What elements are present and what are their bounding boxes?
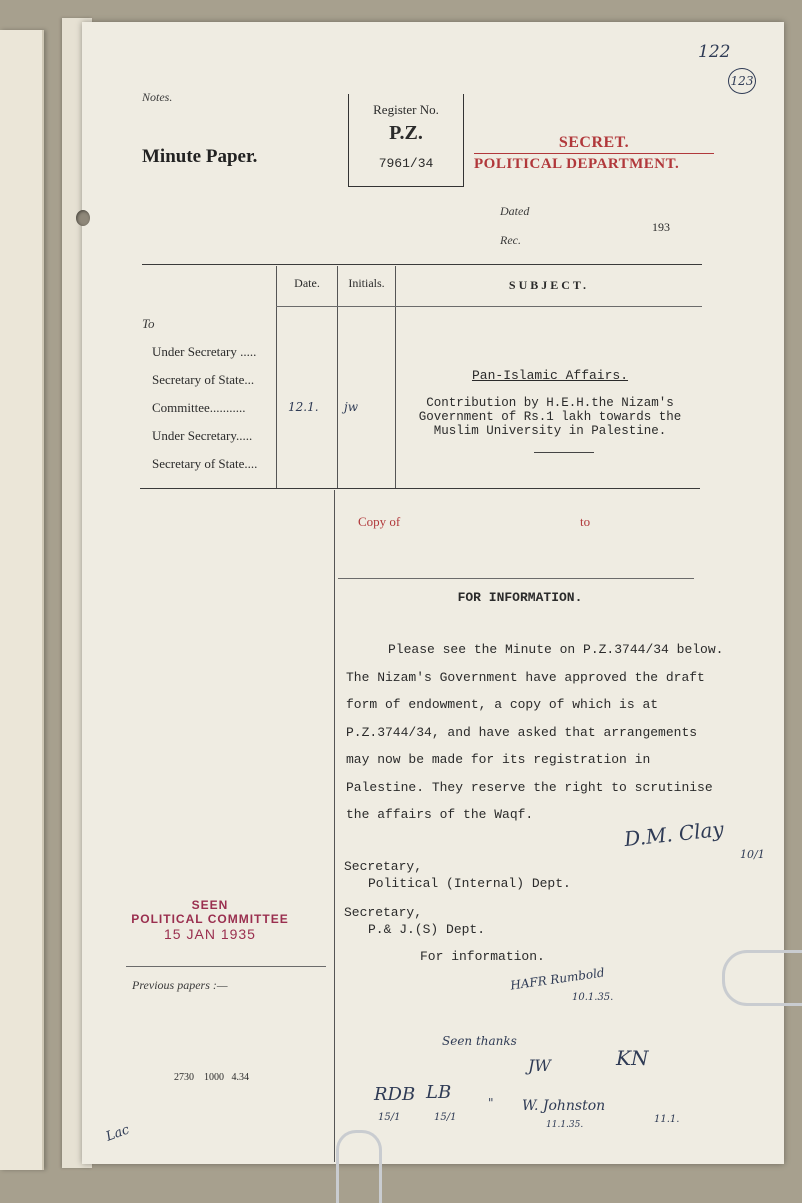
minute-heading: FOR INFORMATION. [457, 590, 583, 605]
handwritten-date: " [488, 1096, 494, 1110]
handwritten-initials: LB [426, 1082, 452, 1103]
handwritten-date: 15/1 [378, 1112, 401, 1123]
routing-row-committee: Committee........... [152, 400, 246, 415]
header-row-rule [276, 306, 702, 307]
punch-hole [76, 210, 90, 226]
addressee-line: Secretary, [344, 905, 423, 920]
subject-line: Government of Rs.1 lakh towards the [418, 410, 682, 424]
routing-row-secretary-of-state-1: Secretary of State... [152, 372, 255, 387]
folio-number: 122 [698, 42, 731, 62]
print-code: 2730 1000 4.34 [174, 1072, 249, 1083]
col-subject: SUBJECT. [508, 278, 590, 292]
folio-circled-number: 123 [728, 68, 756, 94]
handwritten-initials: RDB [374, 1084, 416, 1105]
to-label: To [142, 316, 155, 331]
corner-mark: Lac [104, 1122, 132, 1145]
initials-rumbold: HAFR Rumbold [509, 965, 606, 993]
addressee-line: P.& J.(S) Dept. [368, 922, 486, 937]
rec-label: Rec. [500, 233, 521, 247]
classification: SECRET. [558, 134, 630, 151]
dated-label: Dated [500, 204, 530, 218]
signature-clay-date: 10/1 [740, 848, 765, 861]
register-box [348, 94, 464, 187]
minute-line: form of endowment, a copy of which is at [346, 697, 659, 712]
minute-column-rule [334, 490, 335, 1162]
subject-text [400, 396, 700, 438]
initials-column-rule [337, 266, 338, 488]
subject-column-rule [395, 266, 396, 488]
col-date: Date. [294, 276, 320, 290]
minute-paper [82, 22, 784, 1164]
underlying-page-left [0, 30, 44, 1170]
minute-line: P.Z.3744/34, and have asked that arrangements [346, 724, 698, 740]
notes-label: Notes. [142, 90, 173, 104]
register-prefix: P.Z. [389, 122, 423, 144]
addressee-line: Secretary, [344, 859, 423, 874]
note-seen-thanks: Seen thanks [442, 1034, 517, 1048]
subject-end-rule [534, 452, 594, 453]
minute-body [346, 636, 766, 829]
minute-line: Palestine. They reserve the right to scrutinise [346, 779, 713, 795]
signature-clay: D.M. Clay [623, 816, 725, 852]
addressee-1 [344, 858, 571, 892]
copy-to-label: to [580, 514, 591, 529]
register-number: 7961/34 [378, 156, 434, 171]
addressee-line: Political (Internal) Dept. [368, 876, 571, 891]
handwritten-date: 11.1.35. [546, 1120, 584, 1130]
subject-line: Muslim University in Palestine. [433, 424, 667, 438]
minute-line: The Nizam's Government have approved the draft [346, 669, 705, 685]
subject-line: Contribution by H.E.H.the Nizam's [426, 396, 674, 410]
treasury-tag-bottom [336, 1130, 382, 1203]
handwritten-initials: KN [616, 1046, 649, 1070]
stamp-line: 15 JAN 1935 [164, 926, 256, 942]
committee-initials: jw [344, 400, 358, 414]
handwritten-date: 11.1. [654, 1114, 680, 1125]
col-initials: Initials. [348, 276, 385, 290]
form-title: Minute Paper. [142, 146, 258, 167]
department: POLITICAL DEPARTMENT. [474, 156, 680, 172]
initials-rumbold-date: 10.1.35. [572, 992, 614, 1003]
routing-row-under-secretary-1: Under Secretary ..... [152, 344, 257, 359]
subject-heading: Pan-Islamic Affairs. [471, 368, 629, 383]
copy-rule [338, 578, 694, 579]
stamp-line: SEEN [191, 898, 229, 912]
copy-of-label: Copy of [358, 514, 401, 529]
date-column-rule [276, 266, 277, 488]
year-label: 193 [652, 220, 670, 234]
routing-row-secretary-of-state-2: Secretary of State.... [152, 456, 258, 471]
handwritten-initials: JW [528, 1056, 551, 1075]
minute-line: the affairs of the Waqf. [346, 807, 534, 822]
minute-line: may now be made for its registration in [346, 752, 651, 767]
previous-papers-rule [126, 966, 326, 967]
table-bottom-rule [140, 488, 700, 489]
stamp-line: POLITICAL COMMITTEE [131, 912, 289, 926]
previous-papers-label: Previous papers :— [132, 978, 228, 992]
table-top-rule [142, 264, 702, 265]
routing-row-under-secretary-2: Under Secretary..... [152, 428, 253, 443]
register-label: Register No. [373, 102, 439, 117]
treasury-tag-right [722, 950, 802, 1006]
handwritten-date: 15/1 [434, 1112, 457, 1123]
signature-johnston: W. Johnston [522, 1098, 606, 1114]
committee-date: 12.1. [288, 400, 319, 414]
addressee-2 [344, 904, 545, 965]
seen-stamp [110, 898, 310, 942]
minute-line: Please see the Minute on P.Z.3744/34 below. [388, 642, 724, 657]
addressee-line: For information. [420, 949, 545, 964]
classification-rule [474, 153, 714, 154]
